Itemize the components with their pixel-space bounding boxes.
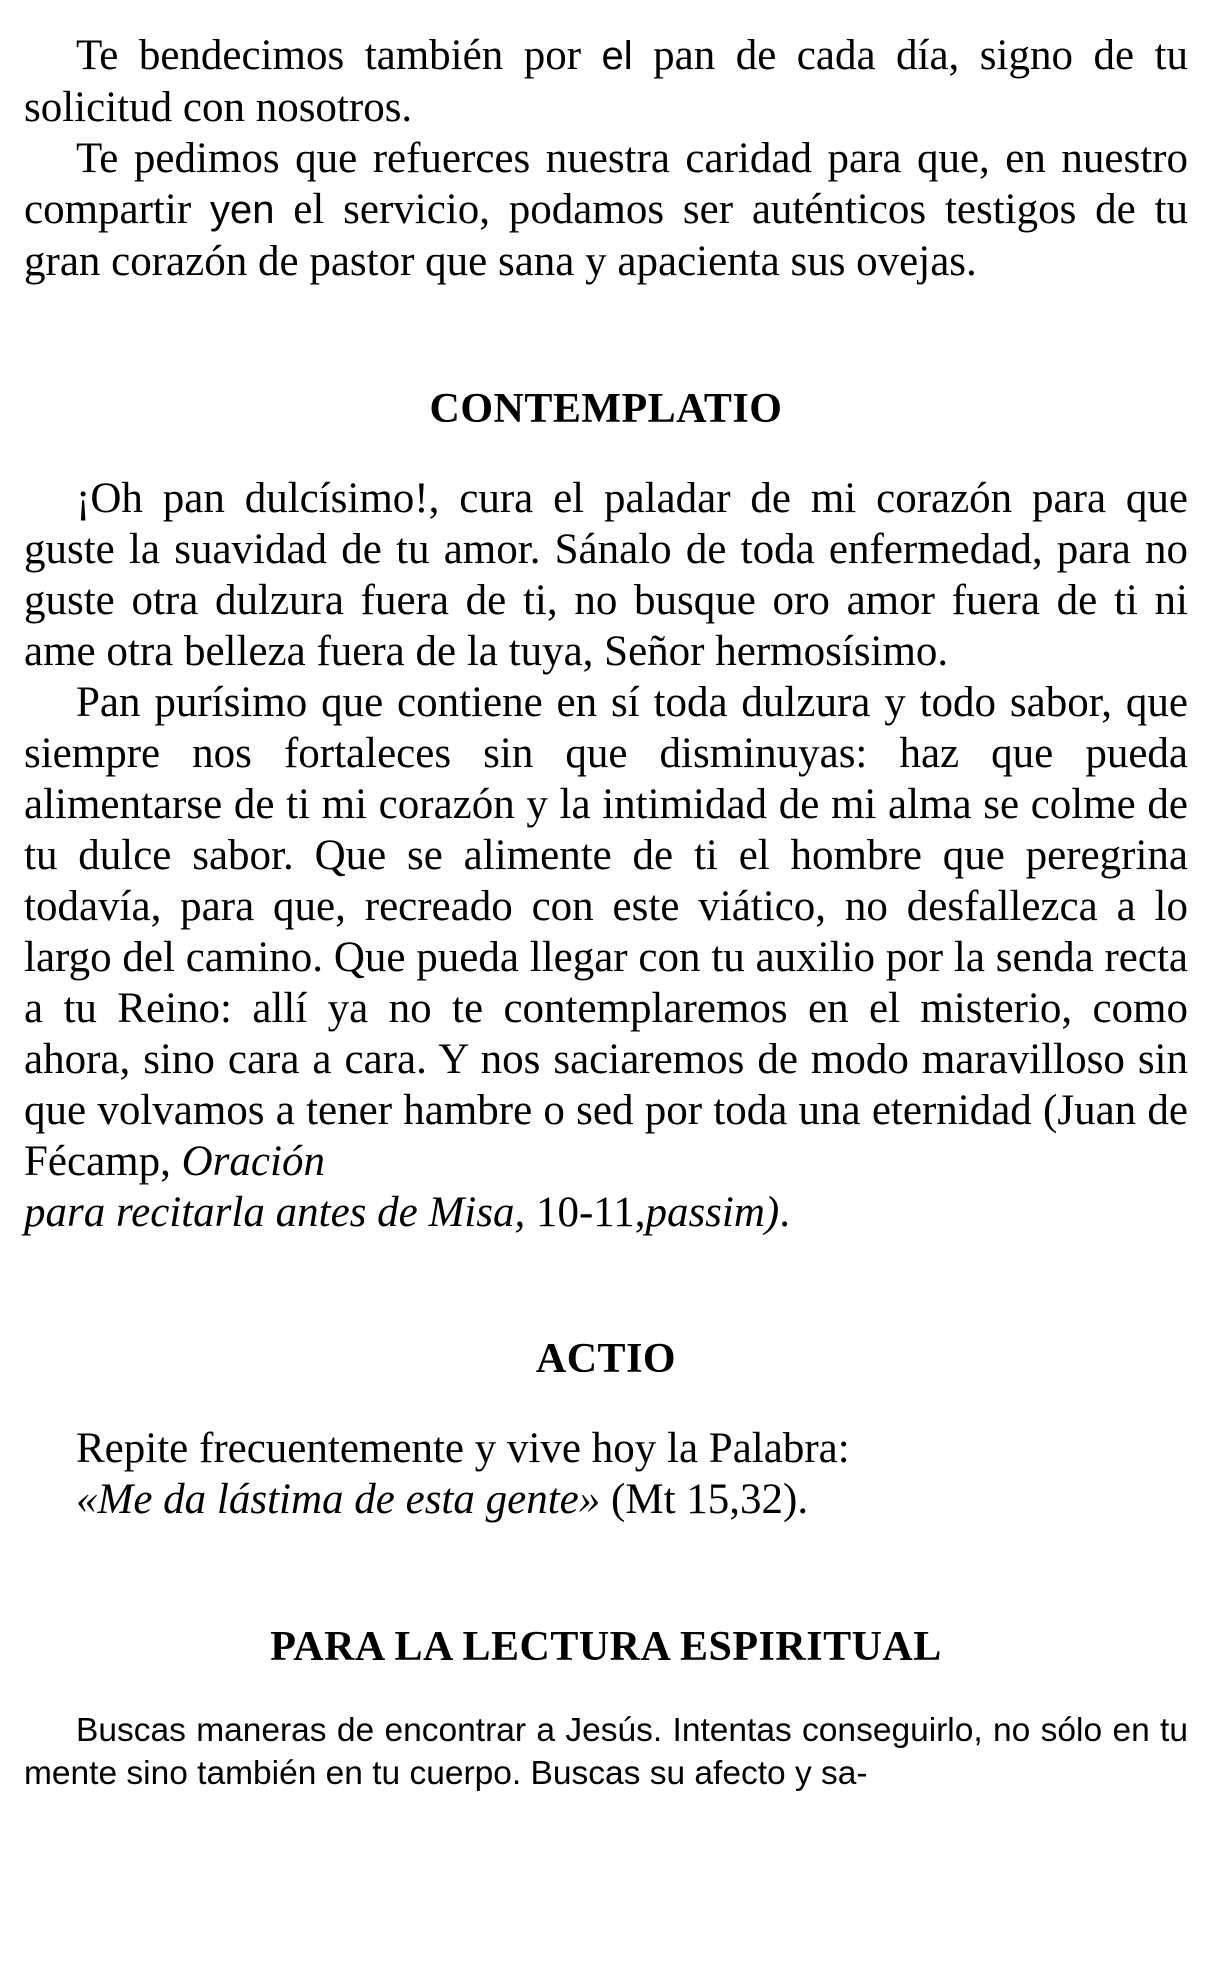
intro-p2-text-b: el servicio, podamos ser auténticos testigos de tu gran corazón de pastor que sana y apacienta sus ovejas. [24,186,1189,285]
actio-block [24,1423,1188,1525]
contemplatio-p2-text: Pan purísimo que contiene en sí toda dulzura y todo sabor, que siempre nos fortaleces sin que disminuyas: haz que pueda alimentarse de ti mi corazón y la intimidad de mi alma se colme de tu dulce sabor. Que se alimente de ti el hombre que peregrina todavía, para que, recreado con este viático, no desfallezca a lo largo del camino. Que pueda llegar con tu auxilio por la senda recta a tu Reino: allí ya no te contemplaremos en el misterio, como ahora, sino cara a cara. Y nos saciaremos de modo maravilloso sin que volvamos a tener hambre o sed por toda una eternidad (Juan de Fécamp, [24,679,1188,1185]
intro-p2-text-a: Te pedimos que refuerces nuestra caridad para que, en nuestro compartir [24,135,1188,233]
citation-ref: 10-11, [525,1189,646,1236]
intro-paragraph-2 [24,133,1188,287]
citation-title-italic: para recitarla antes de Misa, [24,1189,526,1236]
document-page [24,30,1188,1795]
actio-line-1: Repite frecuentemente y vive hoy la Palabra: [76,1425,850,1472]
intro-paragraph-1 [24,30,1188,133]
contemplatio-heading: CONTEMPLATIO [429,386,783,432]
lectura-paragraph-1: Buscas maneras de encontrar a Jesús. Intentas conseguirlo, no sólo en tu mente sino también en tu cuerpo. Buscas su afecto y sa- [24,1712,1188,1792]
intro-p1-word-el: el [601,34,633,78]
contemplatio-paragraph-1: ¡Oh pan dulcísimo!, cura el paladar de mi corazón para que guste la suavidad de tu amor. Sánalo de toda enfermedad, para no guste otra dulzura fuera de ti, no busque oro amor fuera de ti ni ame otra belleza fuera de la tuya, Señor hermosísimo. [24,475,1188,675]
actio-quote-italic: «Me da lástima de esta gente» [76,1476,601,1523]
contemplatio-paragraph-2 [24,677,1188,1187]
lectura-heading: PARA LA LECTURA ESPIRITUAL [270,1624,942,1670]
actio-line-2 [76,1474,1188,1525]
intro-p1-text-b: pan de cada día, signo de tu solicitud con nosotros. [24,32,1188,131]
intro-p2-word-yen: yen [209,188,275,232]
citation-passim-italic: passim) [645,1189,780,1236]
contemplatio-p2-italic: Oración [181,1138,325,1185]
citation-end: . [779,1189,790,1236]
actio-heading: ACTIO [535,1336,677,1382]
contemplatio-citation [24,1187,1188,1238]
actio-reference: (Mt 15,32). [600,1476,809,1523]
intro-p1-text-a: Te bendecimos también por [76,32,602,79]
